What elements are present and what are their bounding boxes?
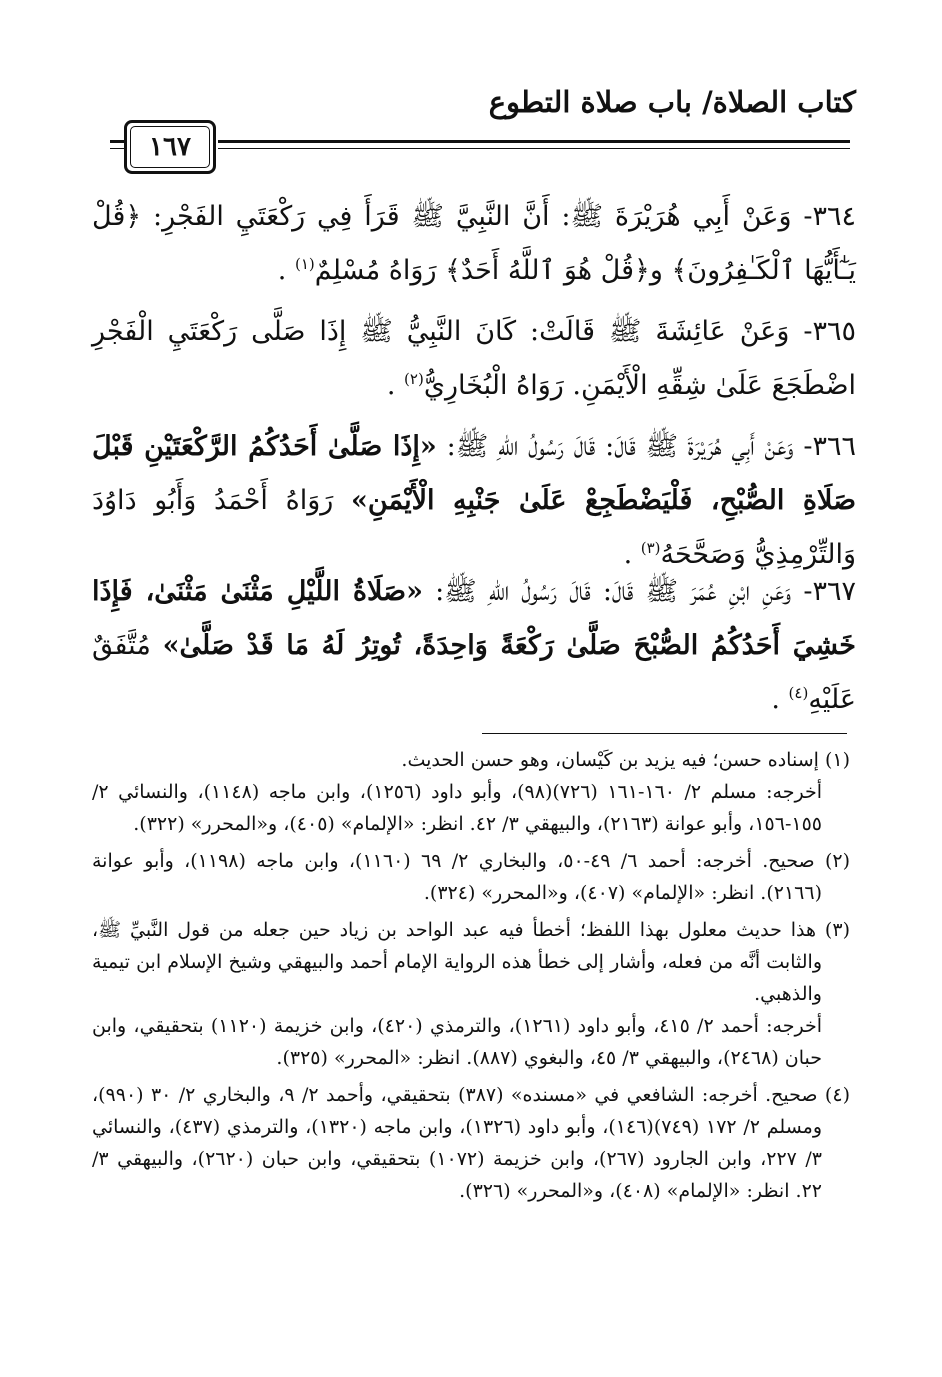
footnote-text: (٤) صحيح. أخرجه: الشافعي في «مسنده» (٣٨٧) بتحقيقي، وأحمد ٢/ ٩، والبخاري ٢/ ٣٠ (٩٩٠)، ومسلم ٢/ ١٧٢ (٧٤٩)(١٤٦)، وأبو داود (١٣٢٦)، وابن ماجه (١٣٢٠)، والترمذي (٤٣٧)، والنسائي ٣/ ٢٢٧، وابن الجارود (٢٦٧)، وابن خزيمة (١٠٧٢) بتحقيقي، وابن حبان (٢٦٢٠)، والبيهقي ٣/ ٢٢. انظر: «الإلمام» (٤٠٨)، و«المحرر» (٣٢٦). [92, 1084, 850, 1202]
header-rule-thin [218, 148, 850, 149]
footnote-text: (٣) هذا حديث معلول بهذا اللفظ؛ أخطأ فيه عبد الواحد بن زياد حين جعله من قول النَّبيِّ ﷺ، والثابت أنَّه من فعله، وأشار إلى خطأ هذه الرواية الإمام أحمد والبيهقي وشيخ الإسلام ابن تيمية والذهبي. [92, 919, 850, 1005]
footnote-ref: (٢) [404, 370, 424, 388]
footnote-continuation: أخرجه: مسلم ٢/ ١٦٠-١٦١ (٧٢٦)(٩٨)، وأبو داود (١٢٥٦)، وابن ماجه (١١٤٨)، والنسائي ٢/ ١٥٥-١٥٦، وأبو عوانة (٢١٦٣)، والبيهقي ٣/ ٤٢. انظر: «الإلمام» (٤٠٥)، و«المحرر» (٣٢٢). [92, 781, 822, 835]
page-number-text: ١٦٧ [149, 132, 191, 162]
footnote-ref: (٤) [788, 684, 809, 702]
hadith-number: ٣٦٦- [793, 431, 856, 462]
hadith-366 [92, 420, 856, 582]
hadith-attribution: رَوَاهُ أَحْمَدُ وَأَبُو دَاوُدَ وَالتِّرْمِذِيُّ وَصَحَّحَهُ [92, 485, 856, 570]
prophetic-quote: «صَلَاةُ اللَّيْلِ مَثْنَىٰ مَثْنَىٰ، فَإِذَا خَشِيَ أَحَدُكُمُ الصُّبْحَ صَلَّىٰ رَكْعَةً وَاحِدَةً، تُوتِرُ لَهُ مَا قَدْ صَلَّىٰ» [92, 576, 856, 661]
footnote-separator [482, 733, 847, 734]
footnote-continuation: أخرجه: أحمد ٢/ ٤١٥، وأبو داود (١٢٦١)، والترمذي (٤٢٠)، وابن خزيمة (١١٢٠) بتحقيقي، وابن حبان (٢٤٦٨)، والبيهقي ٣/ ٤٥، والبغوي (٨٨٧). انظر: «المحرر» (٣٢٥). [92, 1015, 822, 1069]
running-title: كتاب الصلاة/ باب صلاة التطوع [488, 85, 856, 119]
hadith-text: وَعَنْ أَبِي هُرَيْرَةَ ﷺ قَالَ: قَالَ رَسُولُ اللهِ ﷺ: [436, 431, 794, 462]
hadith-end: . [386, 370, 405, 401]
hadith-number: ٣٦٤- [791, 201, 857, 232]
hadith-attribution: مُتَّفَقٌ عَلَيْهِ [92, 630, 856, 715]
hadith-end: . [277, 255, 295, 286]
footnote-ref: (٣) [640, 539, 661, 557]
footnote-4 [92, 1079, 850, 1207]
hadith-number: ٣٦٧- [791, 576, 856, 607]
page-number [124, 120, 216, 174]
hadith-text: وَعَنِ ابْنِ عُمَرَ ﷺ قَالَ: قَالَ رَسُولُ اللهِ ﷺ: [422, 576, 792, 607]
footnote-text: (٢) صحيح. أخرجه: أحمد ٦/ ٤٩-٥٠، والبخاري ٢/ ٦٩ (١١٦٠)، وابن ماجه (١١٩٨)، وأبو عوانة (٢١٦٦). انظر: «الإلمام» (٤٠٧)، و«المحرر» (٣٢٤). [92, 850, 850, 904]
prophetic-quote: «إِذَا صَلَّىٰ أَحَدُكُمُ الرَّكْعَتَيْنِ قَبْلَ صَلَاةِ الصُّبْحِ، فَلْيَضْطَجِعْ عَلَىٰ جَنْبِهِ الْأَيْمَنِ» [92, 431, 857, 516]
hadith-number: ٣٦٥- [789, 316, 856, 347]
footnote-text: (١) إسناده حسن؛ فيه يزيد بن كَيْسان، وهو حسن الحديث. [401, 749, 850, 771]
header-rule-tick [110, 140, 124, 143]
hadith-text: وَعَنْ عَائِشَةَ ﷺ قَالَتْ: كَانَ النَّبِيُّ ﷺ إِذَا صَلَّى رَكْعَتَيِ الْفَجْرِ اضْطَجَعَ عَلَىٰ شِقِّهِ الْأَيْمَنِ. رَوَاهُ الْبُخَارِيُّ [92, 316, 856, 401]
header-rule-tick [110, 148, 124, 149]
footnote-ref: (١) [294, 255, 315, 273]
hadith-text: وَعَنْ أَبِي هُرَيْرَةَ ﷺ: أَنَّ النَّبِيَّ ﷺ قَرَأَ فِي رَكْعَتَيِ الفَجْرِ: ﴿قُلْ يَـٰٓأَيُّهَا ٱلْكَـٰفِرُونَ﴾ و﴿قُلْ هُوَ ٱللَّهُ أَحَدٌ﴾ رَوَاهُ مُسْلِمٌ [92, 201, 856, 286]
hadith-367 [92, 565, 856, 727]
header-rule-thick [218, 140, 850, 143]
footnote-3 [92, 914, 850, 1074]
footnote-1 [92, 744, 850, 840]
hadith-end: . [771, 684, 789, 715]
footnotes [92, 744, 850, 1212]
hadith-364 [92, 190, 856, 298]
hadith-end: . [623, 539, 641, 570]
footnote-2 [92, 845, 850, 909]
hadith-365 [92, 305, 856, 413]
